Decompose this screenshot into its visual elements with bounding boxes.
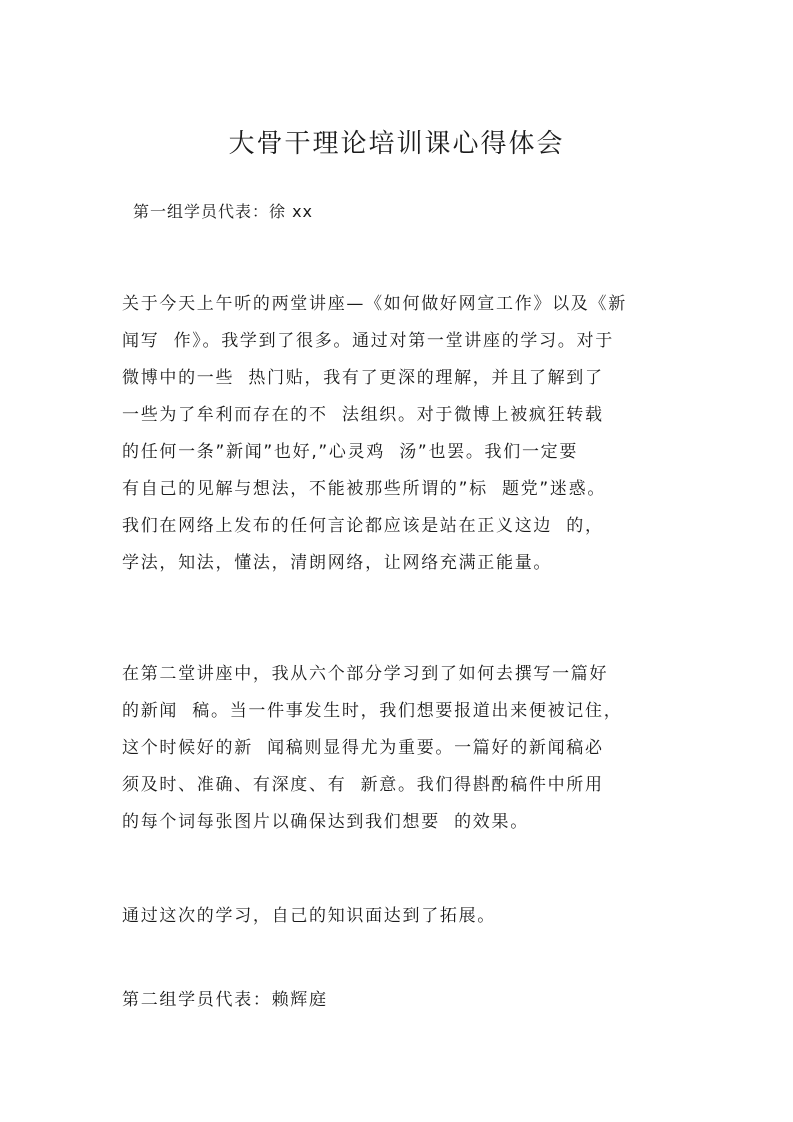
paragraph-line: 的新闻 稿。当一件事发生时，我们想要报道出来便被记住， [122, 701, 623, 721]
paragraph-line: 学法，知法，懂法，清朗网络，让网络充满正能量。 [122, 553, 553, 573]
paragraph-line: 我们在网络上发布的任何言论都应该是站在正义这边 的， [122, 516, 604, 536]
paragraph-1 [122, 286, 682, 582]
paragraph-2 [122, 656, 682, 841]
paragraph-line: 在第二堂讲座中，我从六个部分学习到了如何去撰写一篇好 [122, 664, 609, 684]
paragraph-line: 有自己的见解与想法，不能被那些所谓的”标 题党”迷惑。 [122, 479, 607, 499]
paragraph-line: 一些为了牟利而存在的不 法组织。对于微博上被疯狂转载 [122, 405, 604, 425]
paragraph-line: 微博中的一些 热门贴，我有了更深的理解，并且了解到了 [122, 368, 604, 388]
document-title: 大骨干理论培训课心得体会 [228, 129, 565, 159]
second-author-line [122, 982, 682, 1019]
paragraph-line: 闻写 作》。我学到了很多。通过对第一堂讲座的学习。对于 [122, 331, 614, 351]
paragraph-line: 第二组学员代表：赖辉庭 [122, 990, 328, 1010]
paragraph-line: 通过这次的学习，自己的知识面达到了拓展。 [122, 906, 496, 926]
paragraph-line: 的每个词每张图片以确保达到我们想要 的效果。 [122, 812, 529, 832]
paragraph-line: 须及时、准确、有深度、有 新意。我们得斟酌稿件中所用 [122, 775, 604, 795]
paragraph-line: 关于今天上午听的两堂讲座—《如何做好网宣工作》以及《新 [122, 294, 627, 314]
paragraph-line: 这个时候好的新 闻稿则显得尤为重要。一篇好的新闻稿必 [122, 738, 604, 758]
paragraph-3 [122, 898, 682, 935]
author-line: 第一组学员代表：徐 xx [133, 202, 314, 221]
paragraph-line: 的任何一条”新闻”也好,”心灵鸡 汤”也罢。我们一定要 [122, 442, 579, 462]
